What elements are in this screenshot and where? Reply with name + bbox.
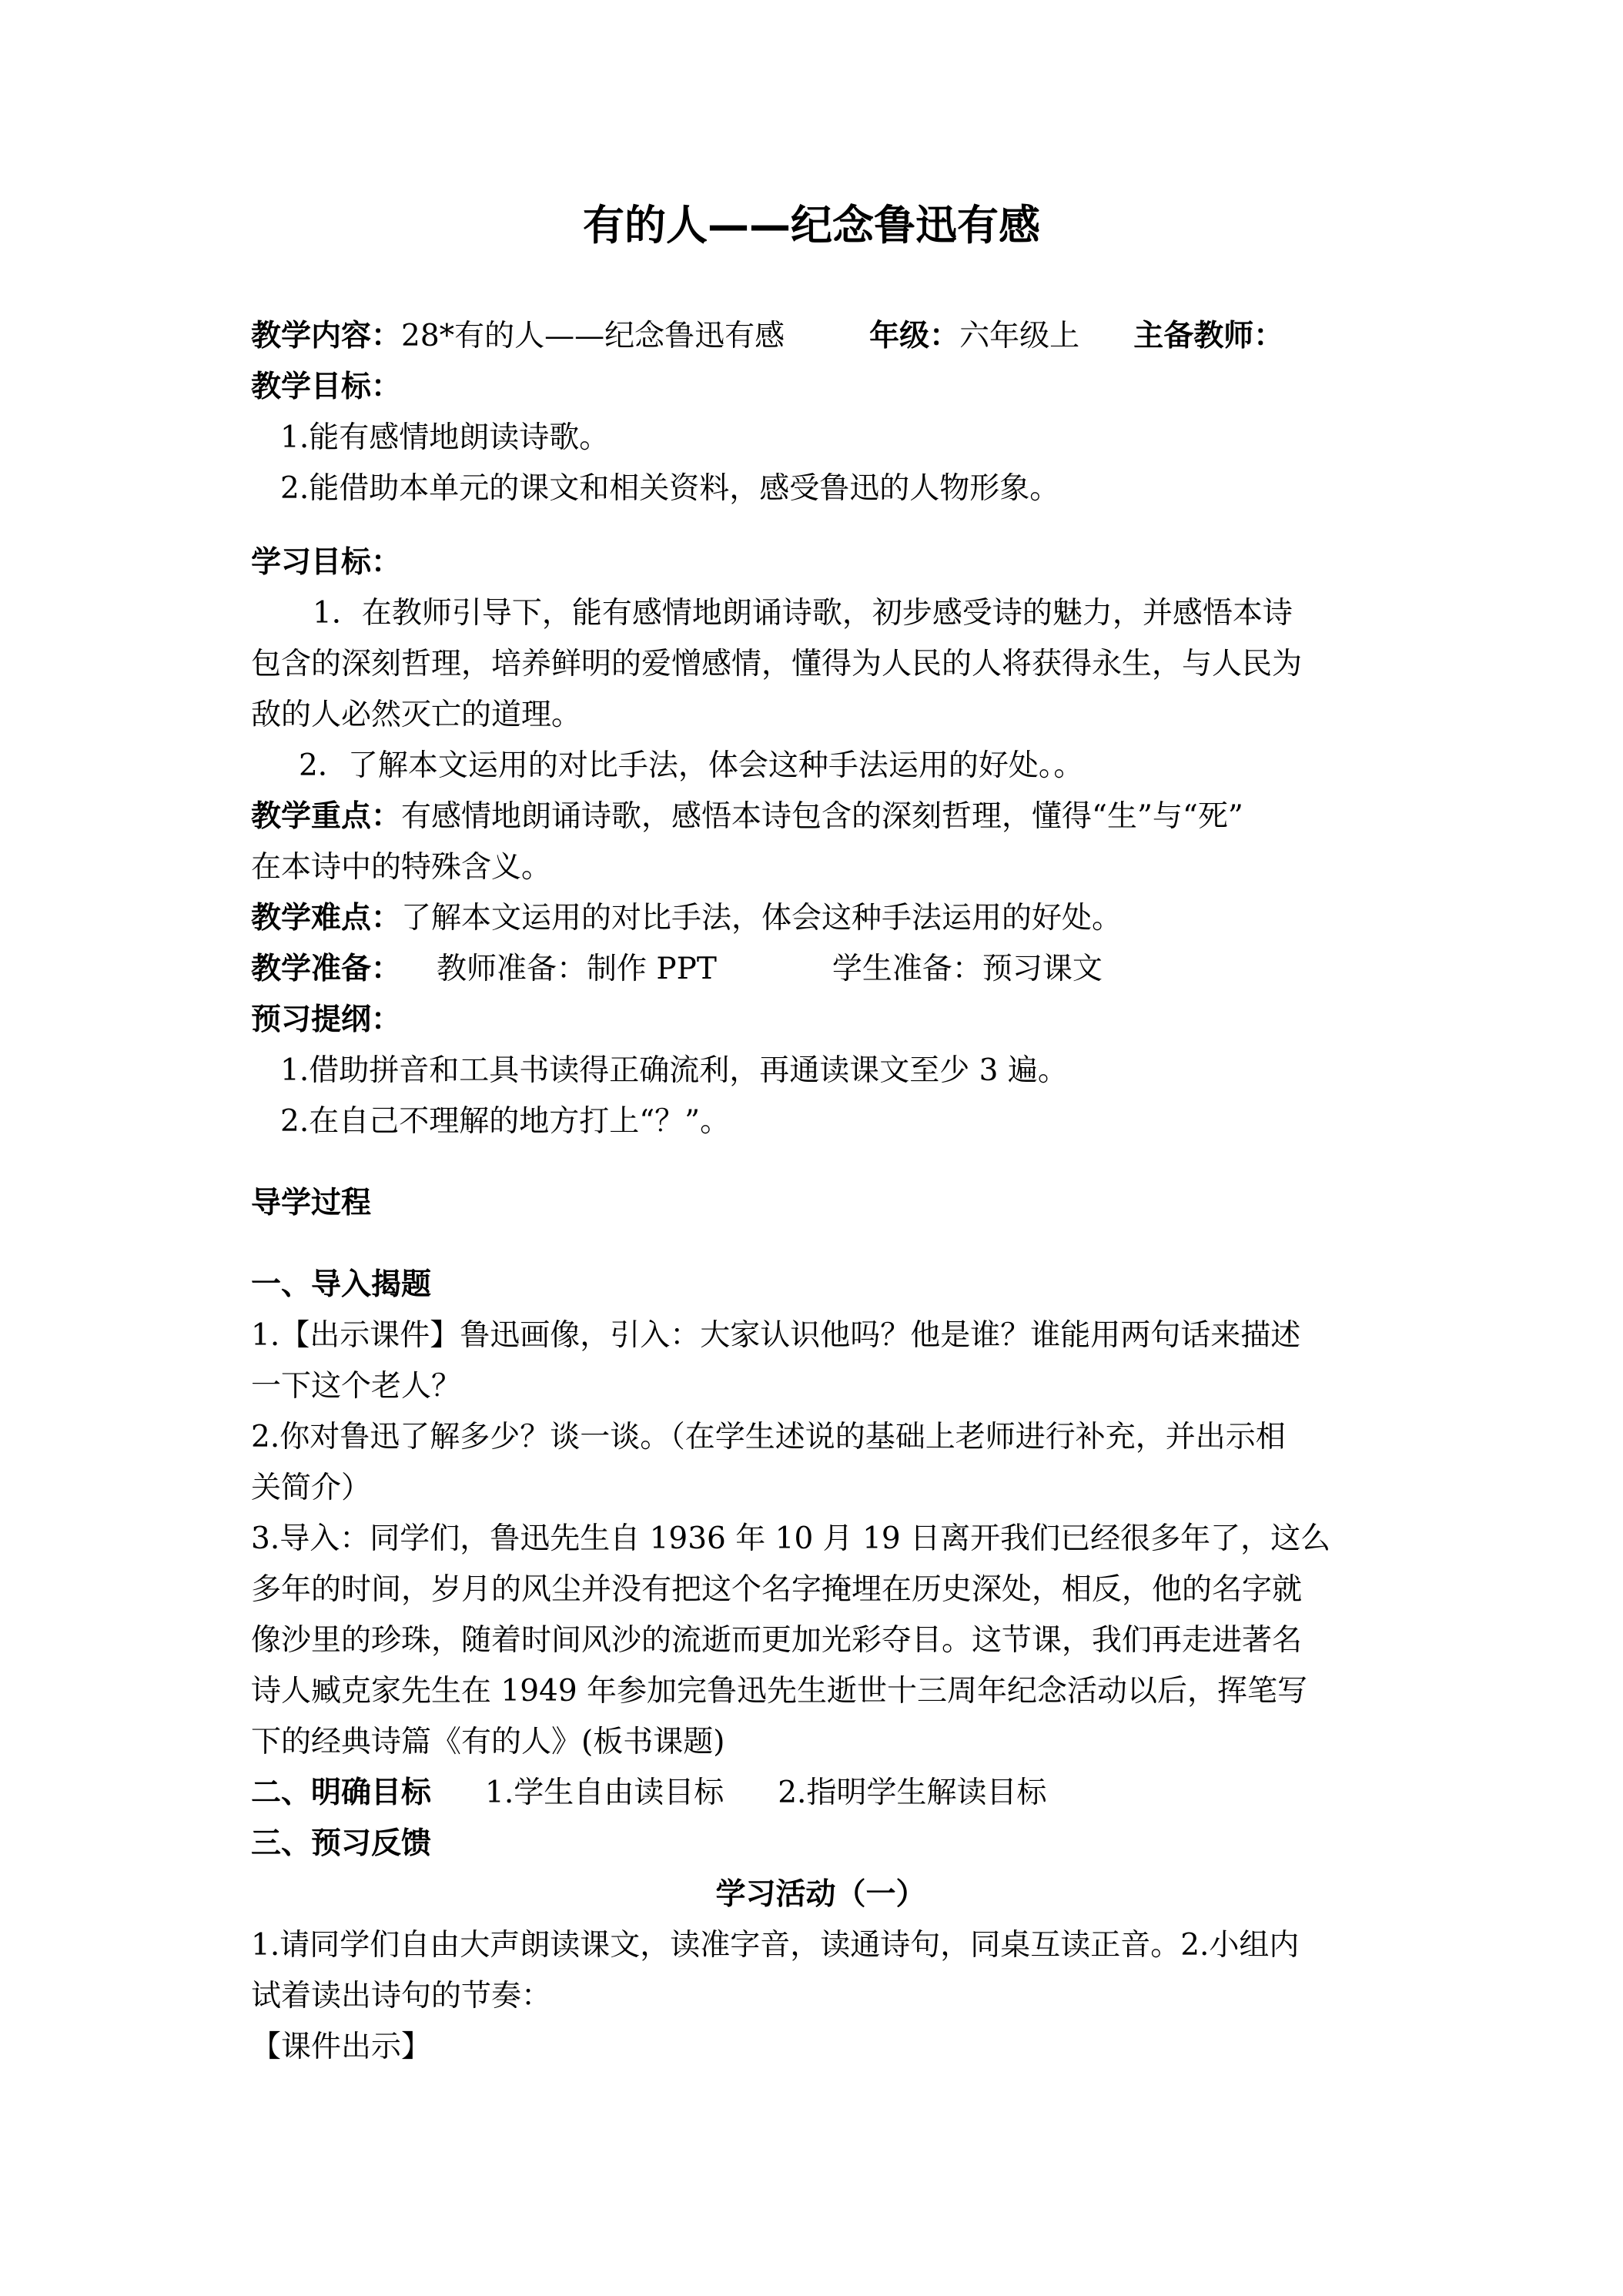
difficulty-text: 了解本文运用的对比手法，体会这种手法运用的好处。 (401, 901, 1123, 935)
section-line: 像沙里的珍珠，随着时间风沙的流逝而更加光彩夺目。这节课，我们再走进著名 (251, 1623, 1303, 1658)
goal-step: 1.学生自由读目标 (485, 1776, 724, 1810)
section-line: 3.导入：同学们，鲁迅先生自 1936 年 10 月 19 日离开我们已经很多年了，这么 (251, 1521, 1331, 1556)
document-title: 有的人——纪念鲁迅有感 (583, 201, 1040, 249)
activity-title: 学习活动（一） (715, 1877, 926, 1912)
preview-item: 1.借助拼音和工具书读得正确流利，再通读课文至少 3 遍。 (280, 1053, 1068, 1088)
section-line: 下的经典诗篇《有的人》(板书课题) (251, 1725, 725, 1759)
goal-step: 2.指明学生解读目标 (778, 1776, 1047, 1810)
content-label: 教学内容： (251, 319, 402, 353)
courseware-label: 【课件出示】 (251, 2030, 432, 2064)
content-value: 28*有的人——纪念鲁迅有感 (401, 319, 785, 353)
preview-heading: 预习提纲： (251, 1002, 402, 1037)
difficulty-label: 教学难点： (251, 901, 402, 935)
section-heading: 三、预习反馈 (251, 1826, 432, 1861)
grade-value: 六年级上 (959, 319, 1080, 353)
teacher-label: 主备教师： (1133, 319, 1284, 353)
document-body (251, 311, 1390, 2073)
section-heading: 二、明确目标 (251, 1776, 432, 1810)
key-point-text: 有感情地朗诵诗歌，感悟本诗包含的深刻哲理，懂得“生”与“死” (401, 799, 1243, 834)
learning-goal-item: 2．了解本文运用的对比手法，体会这种手法运用的好处。。 (299, 748, 1084, 783)
section-line: 试着读出诗句的节奏： (251, 1979, 552, 2013)
learning-goal-line: 敌的人必然灭亡的道理。 (251, 698, 582, 732)
teaching-goal-item: 1.能有感情地朗读诗歌。 (280, 420, 610, 455)
preview-item: 2.在自己不理解的地方打上“？”。 (280, 1104, 731, 1139)
section-line: 2.你对鲁迅了解多少？谈一谈。（在学生述说的基础上老师进行补充，并出示相 (251, 1420, 1286, 1454)
preparation-label: 教学准备： (251, 952, 402, 986)
section-line: 多年的时间，岁月的风尘并没有把这个名字掩埋在历史深处，相反，他的名字就 (251, 1572, 1303, 1607)
lesson-info-line (251, 311, 1390, 362)
preparation-line (251, 944, 1390, 995)
student-preparation: 学生准备：预习课文 (832, 952, 1103, 986)
section-heading: 一、导入揭题 (251, 1267, 432, 1302)
learning-goal-line: 包含的深刻哲理，培养鲜明的爱憎感情，懂得为人民的人将获得永生，与人民为 (251, 647, 1303, 681)
section-line: 1.【出示课件】鲁迅画像，引入：大家认识他吗？他是谁？谁能用两句话来描述 (251, 1318, 1301, 1353)
section-line (251, 1768, 1390, 1819)
section-line: 关简介） (251, 1471, 372, 1505)
key-point-line (251, 792, 1390, 842)
difficulty-line (251, 893, 1390, 944)
teaching-goal-item: 2.能借助本单元的课文和相关资料，感受鲁迅的人物形象。 (280, 471, 1060, 506)
section-line: 1.请同学们自由大声朗读课文，读准字音，读通诗句，同桌互读正音。2.小组内 (251, 1928, 1300, 1963)
learning-goal-line: 1．在教师引导下，能有感情地朗诵诗歌，初步感受诗的魅力，并感悟本诗 (313, 596, 1293, 631)
section-line: 一下这个老人？ (251, 1369, 462, 1404)
teaching-goals-heading: 教学目标： (251, 370, 402, 404)
grade-label: 年级： (869, 319, 960, 353)
key-point-line: 在本诗中的特殊含义。 (251, 850, 552, 885)
teacher-preparation: 教师准备：制作 PPT (437, 952, 717, 986)
key-point-label: 教学重点： (251, 799, 402, 834)
process-heading: 导学过程 (251, 1186, 372, 1220)
section-line: 诗人臧克家先生在 1949 年参加完鲁迅先生逝世十三周年纪念活动以后，挥笔写 (251, 1674, 1308, 1709)
learning-goals-heading: 学习目标： (251, 545, 402, 580)
